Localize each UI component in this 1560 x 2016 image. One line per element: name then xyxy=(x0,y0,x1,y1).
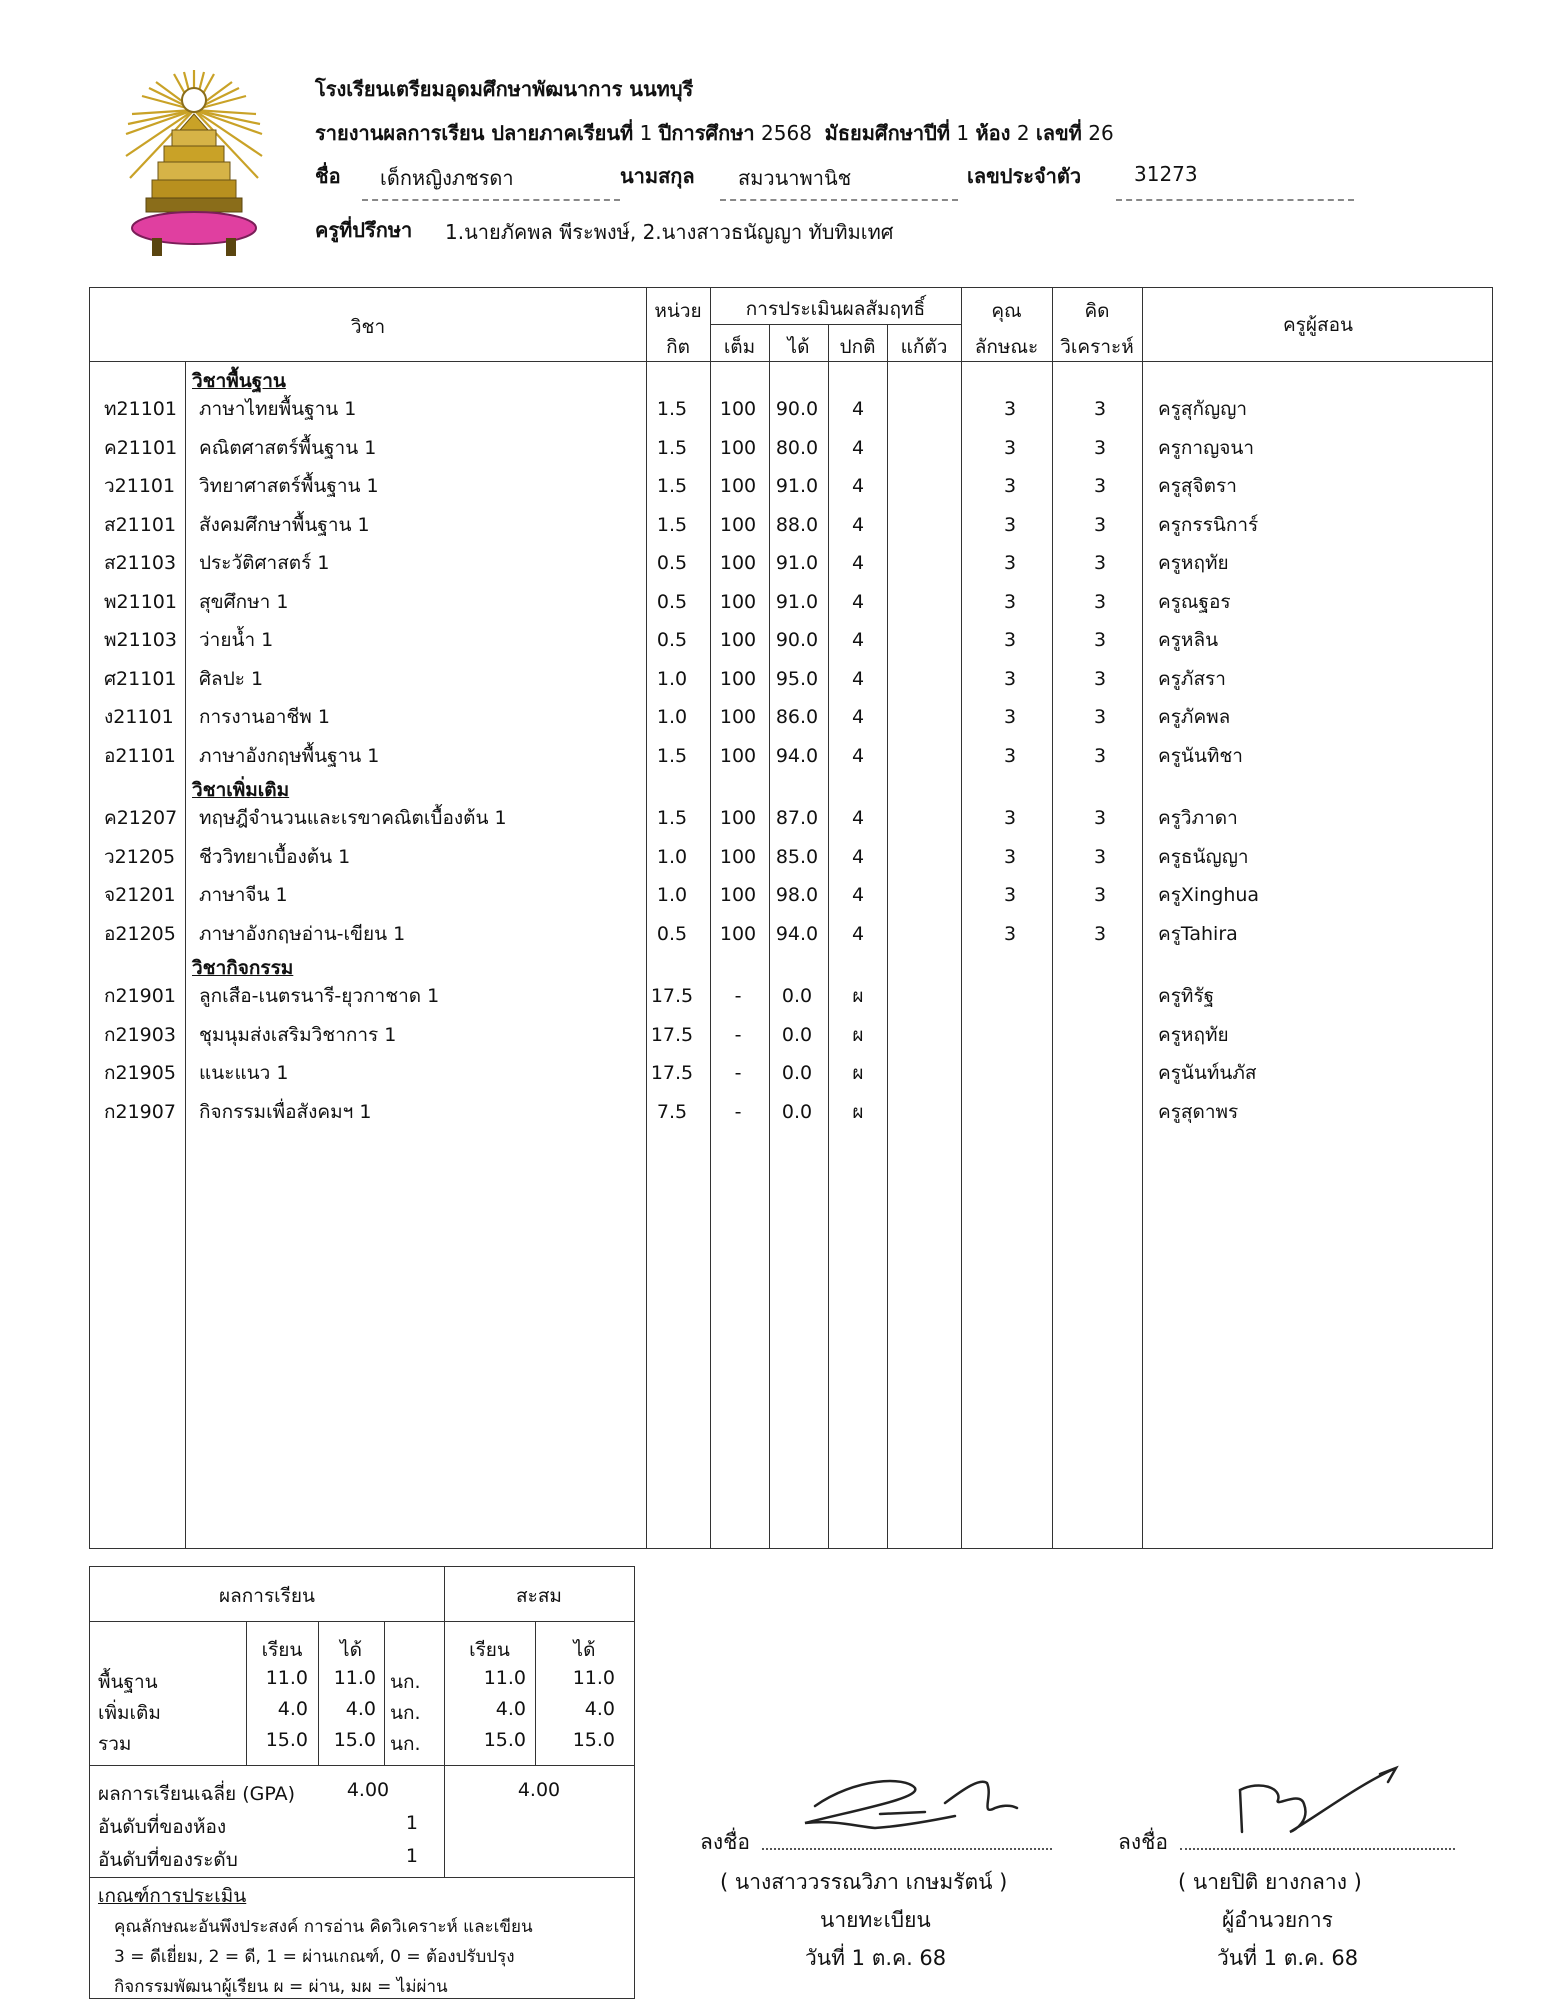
registrar-sign-line xyxy=(762,1848,1052,1850)
term: 1 xyxy=(639,121,653,145)
criteria-line-2: 3 = ดีเยี่ยม, 2 = ดี, 1 = ผ่านเกณฑ์, 0 = ต้องปรับปรุง xyxy=(114,1947,515,1967)
school-emblem-logo xyxy=(122,70,267,260)
summary-row-label: พื้นฐาน xyxy=(98,1671,158,1693)
cell-code: ว21101 xyxy=(104,475,176,497)
director-sign-label: ลงชื่อ xyxy=(1118,1830,1168,1854)
cell-code: ส21101 xyxy=(104,513,177,536)
room-label: ห้อง xyxy=(975,121,1011,145)
cell-got: 94.0 xyxy=(775,744,819,767)
col-think-1: คิด xyxy=(1084,300,1110,322)
cell-full: 100 xyxy=(719,513,757,536)
director-signature xyxy=(1230,1760,1400,1844)
cell-got: 91.0 xyxy=(775,552,819,574)
cell-teacher: ครูTahira xyxy=(1158,922,1238,945)
surname-underline xyxy=(720,199,958,201)
col-remedial: แก้ตัว xyxy=(900,336,948,358)
summary-unit: นก. xyxy=(390,1702,421,1724)
table-row xyxy=(90,1016,1492,1054)
criteria-line-1: คุณลักษณะอันพึงประสงค์ การอ่าน คิดวิเคราะห์ และเขียน xyxy=(114,1917,533,1937)
student-no: 26 xyxy=(1088,121,1114,145)
no-label: เลขที่ xyxy=(1035,121,1082,145)
cell-code: ง21101 xyxy=(104,706,174,728)
cell-teacher: ครูกาญจนา xyxy=(1158,436,1255,459)
table-row xyxy=(90,506,1492,544)
cell-attr: 3 xyxy=(1003,706,1017,728)
cell-credit: 1.5 xyxy=(656,475,688,497)
cell-credit: 0.5 xyxy=(656,590,688,613)
summary-study: 11.0 xyxy=(265,1667,308,1689)
advisor-label: ครูที่ปรึกษา xyxy=(315,218,413,242)
criteria-line-3: กิจกรรมพัฒนาผู้เรียน ผ = ผ่าน, มผ = ไม่ผ่าน xyxy=(114,1977,448,1997)
summary-cum-study: 11.0 xyxy=(483,1667,526,1689)
summary-row-label: เพิ่มเติม xyxy=(98,1702,161,1724)
cell-code: อ21205 xyxy=(104,922,176,945)
cell-credit: 17.5 xyxy=(650,985,694,1007)
summary-cum-got: 11.0 xyxy=(572,1667,615,1689)
year: 2568 xyxy=(761,121,812,145)
cell-normal: 4 xyxy=(851,398,865,420)
table-row xyxy=(90,799,1492,837)
cell-full: - xyxy=(734,1100,742,1123)
table-row xyxy=(90,876,1492,914)
cell-normal: 4 xyxy=(851,807,865,829)
cell-got: 86.0 xyxy=(775,706,819,728)
cum-gpa-value: 4.00 xyxy=(517,1779,561,1801)
header-divider xyxy=(710,324,961,325)
cell-credit: 1.5 xyxy=(656,513,688,536)
col-normal: ปกติ xyxy=(839,336,876,358)
cell-got: 94.0 xyxy=(775,922,819,945)
cell-normal: 4 xyxy=(851,845,865,868)
cell-teacher: ครูทิรัฐ xyxy=(1158,985,1215,1007)
cell-credit: 1.5 xyxy=(656,436,688,459)
cell-credit: 7.5 xyxy=(656,1100,688,1123)
cell-full: - xyxy=(734,985,742,1007)
result-header: ผลการเรียน xyxy=(219,1585,315,1607)
cell-code: ก21905 xyxy=(104,1062,176,1084)
cell-attr: 3 xyxy=(1003,922,1017,945)
cell-got: 0.0 xyxy=(781,985,813,1007)
cell-normal: 4 xyxy=(851,706,865,728)
name-label: ชื่อ xyxy=(315,164,341,188)
got-label: ได้ xyxy=(340,1639,362,1661)
cell-think: 3 xyxy=(1093,590,1107,613)
gpa-label: ผลการเรียนเฉลี่ย (GPA) xyxy=(98,1783,296,1805)
cell-attr: 3 xyxy=(1003,667,1017,690)
cell-name: ว่ายน้ำ 1 xyxy=(199,629,274,651)
cell-got: 90.0 xyxy=(775,629,819,651)
cell-name: ภาษาไทยพื้นฐาน 1 xyxy=(199,398,357,420)
cell-got: 0.0 xyxy=(781,1062,813,1084)
cell-code: ท21101 xyxy=(104,398,177,420)
registrar-sign-label: ลงชื่อ xyxy=(700,1830,750,1854)
name-underline xyxy=(362,199,620,201)
cell-teacher: ครูสุจิตรา xyxy=(1158,475,1237,497)
director-sign-line xyxy=(1180,1848,1455,1850)
criteria-title: เกณฑ์การประเมิน xyxy=(98,1885,247,1907)
cum-got-label: ได้ xyxy=(573,1639,596,1661)
section-title: วิชาเพิ่มเติม xyxy=(192,779,290,801)
cell-name: คณิตศาสตร์พื้นฐาน 1 xyxy=(199,436,377,459)
summary-cum-study: 15.0 xyxy=(483,1729,526,1751)
cell-code: พ21101 xyxy=(104,590,177,613)
cell-code: จ21201 xyxy=(104,884,176,906)
cell-got: 91.0 xyxy=(775,475,819,497)
cell-teacher: ครูนันท์นภัส xyxy=(1158,1062,1257,1084)
cell-teacher: ครูXinghua xyxy=(1158,884,1260,906)
cell-think: 3 xyxy=(1093,475,1107,497)
cell-teacher: ครูวิภาดา xyxy=(1158,807,1238,829)
summary-divider xyxy=(384,1621,385,1765)
year-label: ปีการศึกษา xyxy=(658,121,755,145)
summary-cum-got: 15.0 xyxy=(572,1729,615,1751)
cell-teacher: ครูกรรนิการ์ xyxy=(1158,513,1259,536)
cell-got: 98.0 xyxy=(775,884,819,906)
cell-code: ว21205 xyxy=(104,845,176,868)
cell-code: ก21903 xyxy=(104,1023,176,1046)
col-got: ได้ xyxy=(787,336,810,358)
level: 1 xyxy=(956,121,970,145)
cell-think: 3 xyxy=(1093,436,1107,459)
table-row xyxy=(90,698,1492,736)
cell-normal: 4 xyxy=(851,590,865,613)
cell-attr: 3 xyxy=(1003,845,1017,868)
cell-normal: 4 xyxy=(851,667,865,690)
cell-normal: 4 xyxy=(851,513,865,536)
cell-name: ทฤษฎีจำนวนและเรขาคณิตเบื้องต้น 1 xyxy=(199,807,507,829)
cell-attr: 3 xyxy=(1003,513,1017,536)
summary-box xyxy=(89,1566,635,1999)
table-row xyxy=(90,838,1492,876)
cell-got: 80.0 xyxy=(775,436,819,459)
cell-think: 3 xyxy=(1093,706,1107,728)
col-credit-2: กิต xyxy=(666,336,690,358)
cell-name: สุขศึกษา 1 xyxy=(199,590,289,613)
table-row xyxy=(90,429,1492,467)
table-row xyxy=(90,544,1492,582)
summary-study: 15.0 xyxy=(265,1729,308,1751)
cell-normal: ผ xyxy=(852,985,864,1007)
cell-teacher: ครูสุกัญญา xyxy=(1158,398,1248,420)
cell-think: 3 xyxy=(1093,744,1107,767)
cell-credit: 1.5 xyxy=(656,398,688,420)
summary-cum-study: 4.0 xyxy=(495,1698,526,1720)
cell-credit: 1.5 xyxy=(656,807,688,829)
cell-normal: 4 xyxy=(851,552,865,574)
cell-think: 3 xyxy=(1093,807,1107,829)
cell-name: ลูกเสือ-เนตรนารี-ยุวกาชาด 1 xyxy=(199,985,440,1007)
summary-unit: นก. xyxy=(390,1733,421,1755)
level-rank-label: อันดับที่ของระดับ xyxy=(98,1849,238,1871)
cell-name: แนะแนว 1 xyxy=(199,1062,289,1084)
summary-cum-got: 4.0 xyxy=(584,1698,615,1720)
cell-name: กิจกรรมเพื่อสังคมฯ 1 xyxy=(199,1100,372,1123)
room: 2 xyxy=(1016,121,1030,145)
cell-name: วิทยาศาสตร์พื้นฐาน 1 xyxy=(199,475,379,497)
cell-attr: 3 xyxy=(1003,436,1017,459)
cell-got: 90.0 xyxy=(775,398,819,420)
cell-credit: 1.5 xyxy=(656,744,688,767)
id-underline xyxy=(1116,199,1354,201)
cell-credit: 0.5 xyxy=(656,922,688,945)
cell-credit: 17.5 xyxy=(650,1023,694,1046)
cell-code: อ21101 xyxy=(104,744,176,767)
cell-full: 100 xyxy=(719,552,757,574)
director-date: วันที่ 1 ต.ค. 68 xyxy=(1217,1946,1359,1970)
cell-code: ค21101 xyxy=(104,436,178,459)
table-row xyxy=(90,467,1492,505)
summary-got: 4.0 xyxy=(345,1698,376,1720)
table-row xyxy=(90,583,1492,621)
cell-code: ก21907 xyxy=(104,1100,176,1123)
table-row xyxy=(90,915,1492,953)
report-label: รายงานผลการเรียน ปลายภาคเรียนที่ xyxy=(315,121,634,145)
student-surname: สมวนาพานิช xyxy=(738,166,852,190)
cell-attr: 3 xyxy=(1003,552,1017,574)
cell-think: 3 xyxy=(1093,922,1107,945)
cell-teacher: ครูสุดาพร xyxy=(1158,1100,1239,1123)
cell-code: พ21103 xyxy=(104,629,177,651)
cell-name: ศิลปะ 1 xyxy=(199,667,264,690)
cell-attr: 3 xyxy=(1003,744,1017,767)
cell-normal: ผ xyxy=(852,1100,864,1123)
cell-attr: 3 xyxy=(1003,590,1017,613)
cell-full: 100 xyxy=(719,475,757,497)
cell-full: 100 xyxy=(719,629,757,651)
cell-think: 3 xyxy=(1093,552,1107,574)
cell-credit: 17.5 xyxy=(650,1062,694,1084)
cell-name: ชุมนุมส่งเสริมวิชาการ 1 xyxy=(199,1023,397,1046)
cell-teacher: ครูหฤทัย xyxy=(1158,1023,1229,1046)
cell-credit: 1.0 xyxy=(656,706,688,728)
advisors: 1.นายภัคพล พีระพงษ์, 2.นางสาวธนัญญา ทับทิมเทศ xyxy=(445,220,894,244)
level-rank-value: 1 xyxy=(405,1845,418,1867)
id-label: เลขประจำตัว xyxy=(967,164,1082,188)
col-attr-2: ลักษณะ xyxy=(974,336,1039,358)
cell-credit: 0.5 xyxy=(656,629,688,651)
cell-think: 3 xyxy=(1093,884,1107,906)
cell-teacher: ครูภัคพล xyxy=(1158,706,1231,728)
student-name: เด็กหญิงภชรดา xyxy=(380,166,514,190)
cell-name: ภาษาจีน 1 xyxy=(199,884,288,906)
cell-full: 100 xyxy=(719,884,757,906)
summary-got: 11.0 xyxy=(333,1667,376,1689)
cell-code: ก21901 xyxy=(104,985,176,1007)
surname-label: นามสกุล xyxy=(620,164,695,188)
col-credit-1: หน่วย xyxy=(654,300,702,322)
cell-name: สังคมศึกษาพื้นฐาน 1 xyxy=(199,513,370,536)
cell-teacher: ครูธนัญญา xyxy=(1158,845,1249,868)
cell-name: ชีววิทยาเบื้องต้น 1 xyxy=(199,845,351,868)
summary-row-label: รวม xyxy=(98,1733,132,1755)
section-title: วิชากิจกรรม xyxy=(192,957,294,979)
table-row xyxy=(90,977,1492,1015)
table-row xyxy=(90,660,1492,698)
student-id: 31273 xyxy=(1134,162,1198,186)
registrar-position: นายทะเบียน xyxy=(820,1908,931,1932)
cell-full: 100 xyxy=(719,845,757,868)
cell-think: 3 xyxy=(1093,667,1107,690)
class-rank-label: อันดับที่ของห้อง xyxy=(98,1816,227,1838)
cell-normal: ผ xyxy=(852,1062,864,1084)
registrar-date: วันที่ 1 ต.ค. 68 xyxy=(805,1946,947,1970)
cell-full: - xyxy=(734,1062,742,1084)
cell-teacher: ครูหลิน xyxy=(1158,629,1219,651)
cell-got: 87.0 xyxy=(775,807,819,829)
table-row xyxy=(90,1093,1492,1131)
table-row xyxy=(90,621,1492,659)
cell-code: ค21207 xyxy=(104,807,178,829)
cell-full: - xyxy=(734,1023,742,1046)
cell-code: ส21103 xyxy=(104,552,177,574)
gpa-value: 4.00 xyxy=(346,1779,390,1801)
report-line xyxy=(315,117,1114,149)
cell-got: 0.0 xyxy=(781,1100,813,1123)
cell-code: ศ21101 xyxy=(104,667,177,690)
cell-normal: 4 xyxy=(851,436,865,459)
summary-rule xyxy=(90,1621,634,1622)
cell-got: 95.0 xyxy=(775,667,819,690)
col-subject: วิชา xyxy=(350,316,386,338)
col-attr-1: คุณ xyxy=(991,300,1022,322)
grades-table xyxy=(89,287,1493,1549)
cell-credit: 1.0 xyxy=(656,667,688,690)
cell-name: ภาษาอังกฤษอ่าน-เขียน 1 xyxy=(199,922,406,945)
cell-full: 100 xyxy=(719,744,757,767)
summary-rule xyxy=(90,1877,634,1878)
cell-got: 0.0 xyxy=(781,1023,813,1046)
director-position: ผู้อำนวยการ xyxy=(1222,1908,1333,1932)
cell-full: 100 xyxy=(719,590,757,613)
col-teacher: ครูผู้สอน xyxy=(1282,314,1354,336)
summary-rule xyxy=(90,1765,634,1766)
cell-attr: 3 xyxy=(1003,398,1017,420)
cell-full: 100 xyxy=(719,436,757,459)
cell-full: 100 xyxy=(719,922,757,945)
cell-attr: 3 xyxy=(1003,629,1017,651)
col-assessment: การประเมินผลสัมฤทธิ์ xyxy=(745,298,926,320)
cell-got: 88.0 xyxy=(775,513,819,536)
cell-full: 100 xyxy=(719,807,757,829)
cell-teacher: ครูหฤทัย xyxy=(1158,552,1229,574)
section-title: วิชาพื้นฐาน xyxy=(192,370,286,392)
cell-attr: 3 xyxy=(1003,807,1017,829)
cell-think: 3 xyxy=(1093,629,1107,651)
cell-normal: 4 xyxy=(851,884,865,906)
cumulative-header: สะสม xyxy=(516,1585,562,1607)
table-row xyxy=(90,737,1492,775)
cell-credit: 0.5 xyxy=(656,552,688,574)
cell-got: 85.0 xyxy=(775,845,819,868)
col-full: เต็ม xyxy=(723,336,756,358)
table-row xyxy=(90,390,1492,428)
cell-name: ภาษาอังกฤษพื้นฐาน 1 xyxy=(199,744,380,767)
cell-name: การงานอาชีพ 1 xyxy=(199,706,330,728)
cell-credit: 1.0 xyxy=(656,884,688,906)
cell-attr: 3 xyxy=(1003,884,1017,906)
cell-credit: 1.0 xyxy=(656,845,688,868)
cell-normal: 4 xyxy=(851,475,865,497)
cell-normal: 4 xyxy=(851,744,865,767)
cell-think: 3 xyxy=(1093,398,1107,420)
summary-got: 15.0 xyxy=(333,1729,376,1751)
registrar-signature xyxy=(795,1768,1020,1838)
school-name: โรงเรียนเตรียมอุดมศึกษาพัฒนาการ นนทบุรี xyxy=(315,77,694,101)
cell-full: 100 xyxy=(719,667,757,690)
cell-teacher: ครูภัสรา xyxy=(1158,667,1226,690)
director-name: ( นายปิติ ยางกลาง ) xyxy=(1178,1870,1362,1894)
col-think-2: วิเคราะห์ xyxy=(1060,336,1134,358)
cell-got: 91.0 xyxy=(775,590,819,613)
summary-unit: นก. xyxy=(390,1671,421,1693)
cell-think: 3 xyxy=(1093,845,1107,868)
cum-study-label: เรียน xyxy=(469,1639,510,1661)
level-label: มัธยมศึกษาปีที่ xyxy=(824,121,951,145)
table-row xyxy=(90,1054,1492,1092)
summary-study: 4.0 xyxy=(277,1698,308,1720)
cell-teacher: ครูนันทิชา xyxy=(1158,744,1243,767)
cell-full: 100 xyxy=(719,398,757,420)
cell-normal: 4 xyxy=(851,629,865,651)
cell-normal: 4 xyxy=(851,922,865,945)
cell-full: 100 xyxy=(719,706,757,728)
study-label: เรียน xyxy=(261,1639,303,1661)
cell-attr: 3 xyxy=(1003,475,1017,497)
cell-normal: ผ xyxy=(852,1023,864,1046)
cell-think: 3 xyxy=(1093,513,1107,536)
class-rank-value: 1 xyxy=(405,1812,418,1834)
cell-teacher: ครูณฐอร xyxy=(1158,590,1231,613)
cell-name: ประวัติศาสตร์ 1 xyxy=(199,552,330,574)
registrar-name: ( นางสาววรรณวิภา เกษมรัตน์ ) xyxy=(720,1870,1008,1894)
